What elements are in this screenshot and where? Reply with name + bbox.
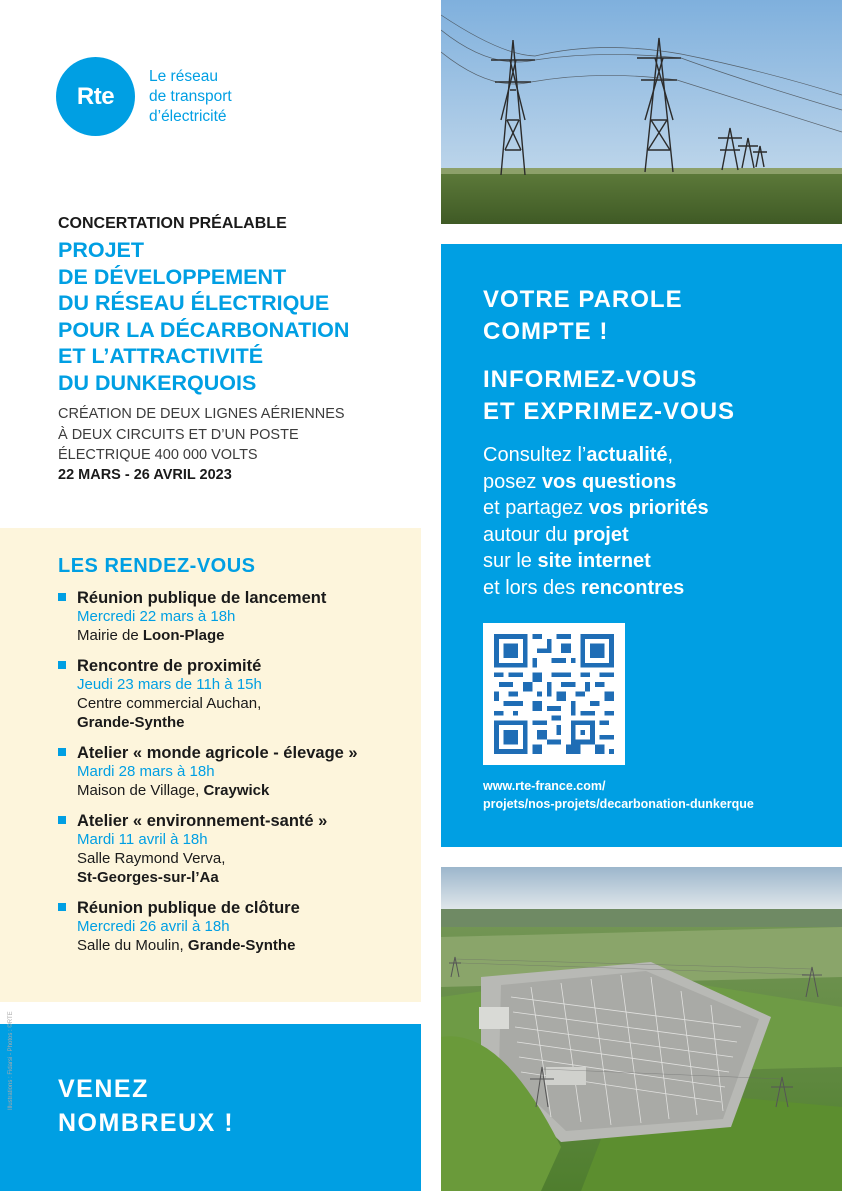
qr-code-icon — [494, 634, 614, 754]
subtitle-line: À DEUX CIRCUITS ET D’UN POSTE — [58, 426, 299, 443]
event-place-name: Grande-Synthe — [187, 937, 296, 954]
heading-line: INFORMEZ-VOUS — [483, 366, 698, 393]
project-url[interactable] — [483, 777, 842, 813]
event-date: Mercredi 22 mars à 18h — [77, 608, 236, 625]
event-place-prefix: Mairie de — [77, 627, 143, 644]
information-panel — [441, 244, 842, 847]
square-bullet-icon — [58, 661, 66, 669]
info-body — [483, 442, 842, 601]
body-emphasis: rencontres — [580, 576, 685, 599]
url-line[interactable]: projets/nos-projets/decarbonation-dunkerque — [483, 797, 754, 811]
cta-line: VENEZ — [58, 1075, 149, 1103]
body-emphasis: vos priorités — [588, 497, 709, 519]
square-bullet-icon — [58, 593, 66, 601]
event-date: Mardi 28 mars à 18h — [77, 763, 215, 780]
event-item — [58, 898, 421, 955]
title-block — [58, 215, 408, 483]
event-item — [58, 811, 421, 887]
rte-logo — [56, 57, 232, 136]
title-line: ET L’ATTRACTIVITÉ — [58, 344, 264, 368]
event-title: Atelier « environnement-santé » — [77, 812, 328, 830]
kicker: CONCERTATION PRÉALABLE — [58, 215, 287, 232]
body-text: posez — [483, 470, 542, 493]
title-line: DE DÉVELOPPEMENT — [58, 264, 287, 289]
body-emphasis: actualité — [586, 444, 668, 466]
event-place-name — [77, 713, 421, 732]
pylons-illustration — [441, 0, 842, 224]
body-emphasis: vos questions — [541, 470, 677, 493]
event-place-prefix: Salle Raymond Verva, — [77, 850, 226, 867]
heading-line: COMPTE ! — [483, 318, 609, 345]
event-place-prefix: Centre commercial Auchan, — [77, 695, 262, 712]
rendez-vous-heading: LES RENDEZ-VOUS — [58, 555, 256, 577]
body-line — [483, 548, 842, 575]
event-place — [77, 781, 421, 800]
heading-line: ET EXPRIMEZ-VOUS — [483, 398, 736, 425]
subtitle — [58, 404, 408, 466]
event-item — [58, 656, 421, 732]
body-text: autour du — [483, 523, 574, 546]
logo-mark — [56, 57, 135, 136]
heading-your-voice — [483, 284, 842, 348]
date-range: 22 MARS - 26 AVRIL 2023 — [58, 466, 232, 483]
photo-credit: Illustrations : Fidarsi - Photos : ©RTE — [8, 1011, 14, 1110]
body-text: Consultez l’ — [483, 444, 587, 466]
body-text: et partagez — [483, 497, 589, 519]
qr-code[interactable] — [483, 623, 625, 765]
substation-photo — [441, 867, 842, 1191]
heading-line: VOTRE PAROLE — [483, 286, 683, 313]
event-title: Réunion publique de lancement — [77, 589, 327, 607]
event-title: Réunion publique de clôture — [77, 899, 300, 917]
event-place-name: Loon-Plage — [142, 627, 225, 644]
body-text: et lors des — [483, 576, 581, 599]
event-item — [58, 588, 421, 645]
event-list — [58, 588, 421, 955]
body-line — [483, 495, 842, 522]
logo-line: Le réseau — [149, 67, 218, 85]
body-text: sur le — [483, 550, 538, 572]
rendez-vous-panel — [0, 528, 421, 1002]
project-title — [58, 237, 408, 396]
square-bullet-icon — [58, 816, 66, 824]
body-line — [483, 469, 842, 496]
body-line — [483, 442, 842, 469]
event-place-prefix: Maison de Village, — [77, 782, 204, 799]
event-place-bold: St-Georges-sur-l’Aa — [77, 869, 219, 886]
body-text: , — [667, 444, 674, 466]
cta-line: NOMBREUX ! — [58, 1109, 235, 1137]
title-line: DU DUNKERQUOIS — [58, 370, 257, 395]
logo-line: de transport — [149, 87, 232, 105]
logo-mark-text: Rte — [76, 82, 115, 110]
event-date: Mercredi 26 avril à 18h — [77, 918, 230, 935]
event-item — [58, 743, 421, 800]
body-line — [483, 575, 842, 602]
call-to-action-banner — [0, 1024, 421, 1191]
subtitle-line: ÉLECTRIQUE 400 000 VOLTS — [58, 447, 258, 463]
event-date: Mardi 11 avril à 18h — [77, 831, 208, 848]
substation-illustration — [441, 867, 842, 1191]
body-emphasis: projet — [573, 523, 629, 546]
body-line — [483, 522, 842, 549]
event-date: Jeudi 23 mars de 11h à 15h — [77, 676, 262, 693]
event-place-name: Craywick — [203, 782, 270, 799]
event-place-name — [77, 868, 421, 887]
event-place-bold: Grande-Synthe — [77, 714, 185, 731]
event-title: Atelier « monde agricole - élevage » — [77, 744, 358, 762]
subtitle-line: CRÉATION DE DEUX LIGNES AÉRIENNES — [58, 406, 345, 422]
square-bullet-icon — [58, 748, 66, 756]
square-bullet-icon — [58, 903, 66, 911]
title-line: DU RÉSEAU ÉLECTRIQUE — [58, 291, 330, 315]
pylons-photo — [441, 0, 842, 224]
call-to-action-text — [58, 1072, 234, 1140]
event-place-prefix: Salle du Moulin, — [77, 937, 188, 954]
logo-tagline — [149, 67, 232, 127]
title-line: POUR LA DÉCARBONATION — [58, 317, 350, 342]
event-place — [77, 936, 421, 955]
body-emphasis: site internet — [537, 550, 651, 572]
logo-line: d’électricité — [149, 107, 227, 125]
heading-inform — [483, 364, 842, 428]
event-place — [77, 626, 421, 645]
event-title: Rencontre de proximité — [77, 657, 262, 675]
url-line[interactable]: www.rte-france.com/ — [483, 779, 606, 793]
title-line: PROJET — [58, 238, 145, 262]
